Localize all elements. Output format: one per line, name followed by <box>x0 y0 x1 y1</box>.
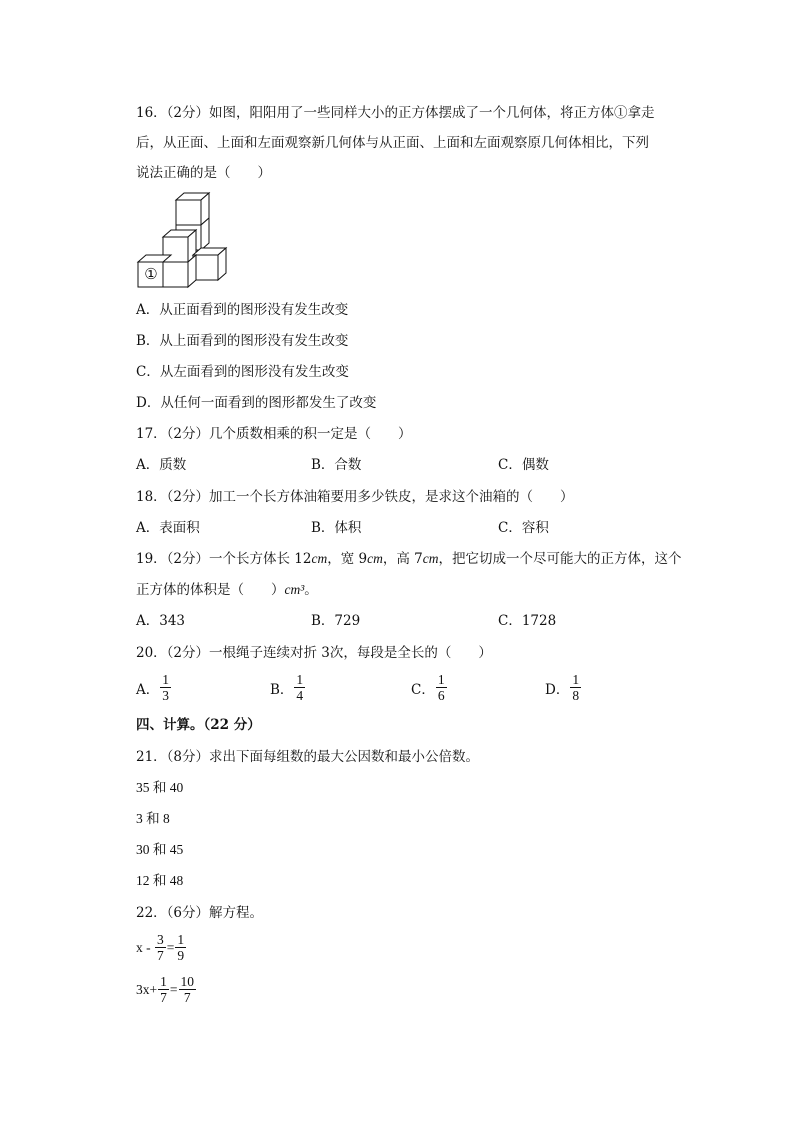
q17-text: 17．（2分）几个质数相乘的积一定是（ ） <box>136 426 412 442</box>
equation-left: 3x+ <box>136 981 158 997</box>
q21-item-4: 12 和 48 <box>136 873 184 888</box>
equation-left: x - <box>136 939 154 955</box>
q22-text: 22．（6分）解方程。 <box>136 905 264 921</box>
fraction <box>175 932 186 963</box>
equals-sign: = <box>169 981 178 997</box>
q18-option-a: A．表面积 <box>136 520 200 536</box>
denominator: 8 <box>572 688 580 703</box>
numerator: 3 <box>157 932 164 947</box>
numerator: 10 <box>180 974 194 989</box>
option-label: D． <box>545 681 570 698</box>
q19-option-a: A．343 <box>136 613 186 629</box>
numerator: 1 <box>437 672 445 687</box>
unit-cm: cm <box>422 551 439 566</box>
cube-1-label: ① <box>144 265 158 283</box>
numerator: 1 <box>160 974 167 989</box>
q19-option-b: B．729 <box>311 613 361 629</box>
q16-option-d: D．从任何一面看到的图形都发生了改变 <box>136 395 377 411</box>
numerator: 1 <box>162 672 169 687</box>
section-4-title: 四、计算。（22 分） <box>136 717 261 733</box>
numerator: 1 <box>177 932 185 947</box>
option-label: C． <box>411 681 435 698</box>
q20-option-b <box>270 672 306 703</box>
denominator: 9 <box>177 948 185 963</box>
equation-2 <box>136 974 197 1005</box>
unit-cm3: cm³ <box>284 582 305 597</box>
fraction <box>155 932 166 963</box>
q20-text: 20．（2分）一根绳子连续对折 3次，每段是全长的（ ） <box>136 645 492 661</box>
q16-line-3: 说法正确的是（ ） <box>136 165 271 181</box>
denominator: 6 <box>437 688 445 703</box>
q20-option-c <box>411 672 448 703</box>
q20-option-d <box>545 672 582 703</box>
numerator: 1 <box>296 672 304 687</box>
option-label: B． <box>270 681 294 698</box>
fraction <box>436 672 447 703</box>
denominator: 7 <box>183 990 191 1005</box>
fraction <box>294 672 305 703</box>
q19-text-part: 19．（2分）一个长方体长 12 <box>136 551 312 567</box>
fraction <box>158 974 169 1005</box>
q19-text-part: ，把它切成一个尽可能大的正方体，这个 <box>438 551 682 567</box>
q21-item-3: 30 和 45 <box>136 842 184 857</box>
q21-item-2: 3 和 8 <box>136 811 170 826</box>
denominator: 4 <box>296 688 304 703</box>
q19-option-c: C．1728 <box>498 613 557 629</box>
q20-option-a <box>136 672 172 703</box>
equation-1 <box>136 932 187 963</box>
q17-option-c: C．偶数 <box>498 457 549 473</box>
q16-option-a: A．从正面看到的图形没有发生改变 <box>136 302 349 318</box>
q16-option-c: C．从左面看到的图形没有发生改变 <box>136 364 349 380</box>
q18-option-c: C．容积 <box>498 520 549 536</box>
q19-line-2 <box>136 580 318 600</box>
q19-text-part: 。 <box>304 582 318 598</box>
fraction <box>160 672 171 703</box>
equals-sign: = <box>166 939 175 955</box>
q19-line-1 <box>136 549 682 569</box>
q21-item-1: 35 和 40 <box>136 780 184 795</box>
option-label: A． <box>136 681 160 698</box>
cube-figure <box>136 190 236 294</box>
q19-text-part: ，高 7 <box>382 551 423 567</box>
denominator: 3 <box>162 688 169 703</box>
q19-text-part: 正方体的体积是（ ） <box>136 582 285 598</box>
q21-text: 21．（8分）求出下面每组数的最大公因数和最小公倍数。 <box>136 749 480 765</box>
fraction <box>570 672 581 703</box>
q17-option-a: A．质数 <box>136 457 187 473</box>
q17-option-b: B．合数 <box>311 457 362 473</box>
denominator: 7 <box>160 990 167 1005</box>
q16-line-2: 后，从正面、上面和左面观察新几何体与从正面、上面和左面观察原几何体相比，下列 <box>136 135 649 151</box>
unit-cm: cm <box>311 551 328 566</box>
q16-line-1: 16．（2分）如图，阳阳用了一些同样大小的正方体摆成了一个几何体，将正方体①拿走 <box>136 105 655 121</box>
q19-text-part: ，宽 9 <box>327 551 368 567</box>
unit-cm: cm <box>367 551 383 566</box>
denominator: 7 <box>157 948 164 963</box>
q18-option-b: B．体积 <box>311 520 362 536</box>
numerator: 1 <box>572 672 580 687</box>
q18-text: 18．（2分）加工一个长方体油箱要用多少铁皮，是求这个油箱的（ ） <box>136 489 574 505</box>
q16-option-b: B．从上面看到的图形没有发生改变 <box>136 333 349 349</box>
fraction <box>179 974 197 1005</box>
